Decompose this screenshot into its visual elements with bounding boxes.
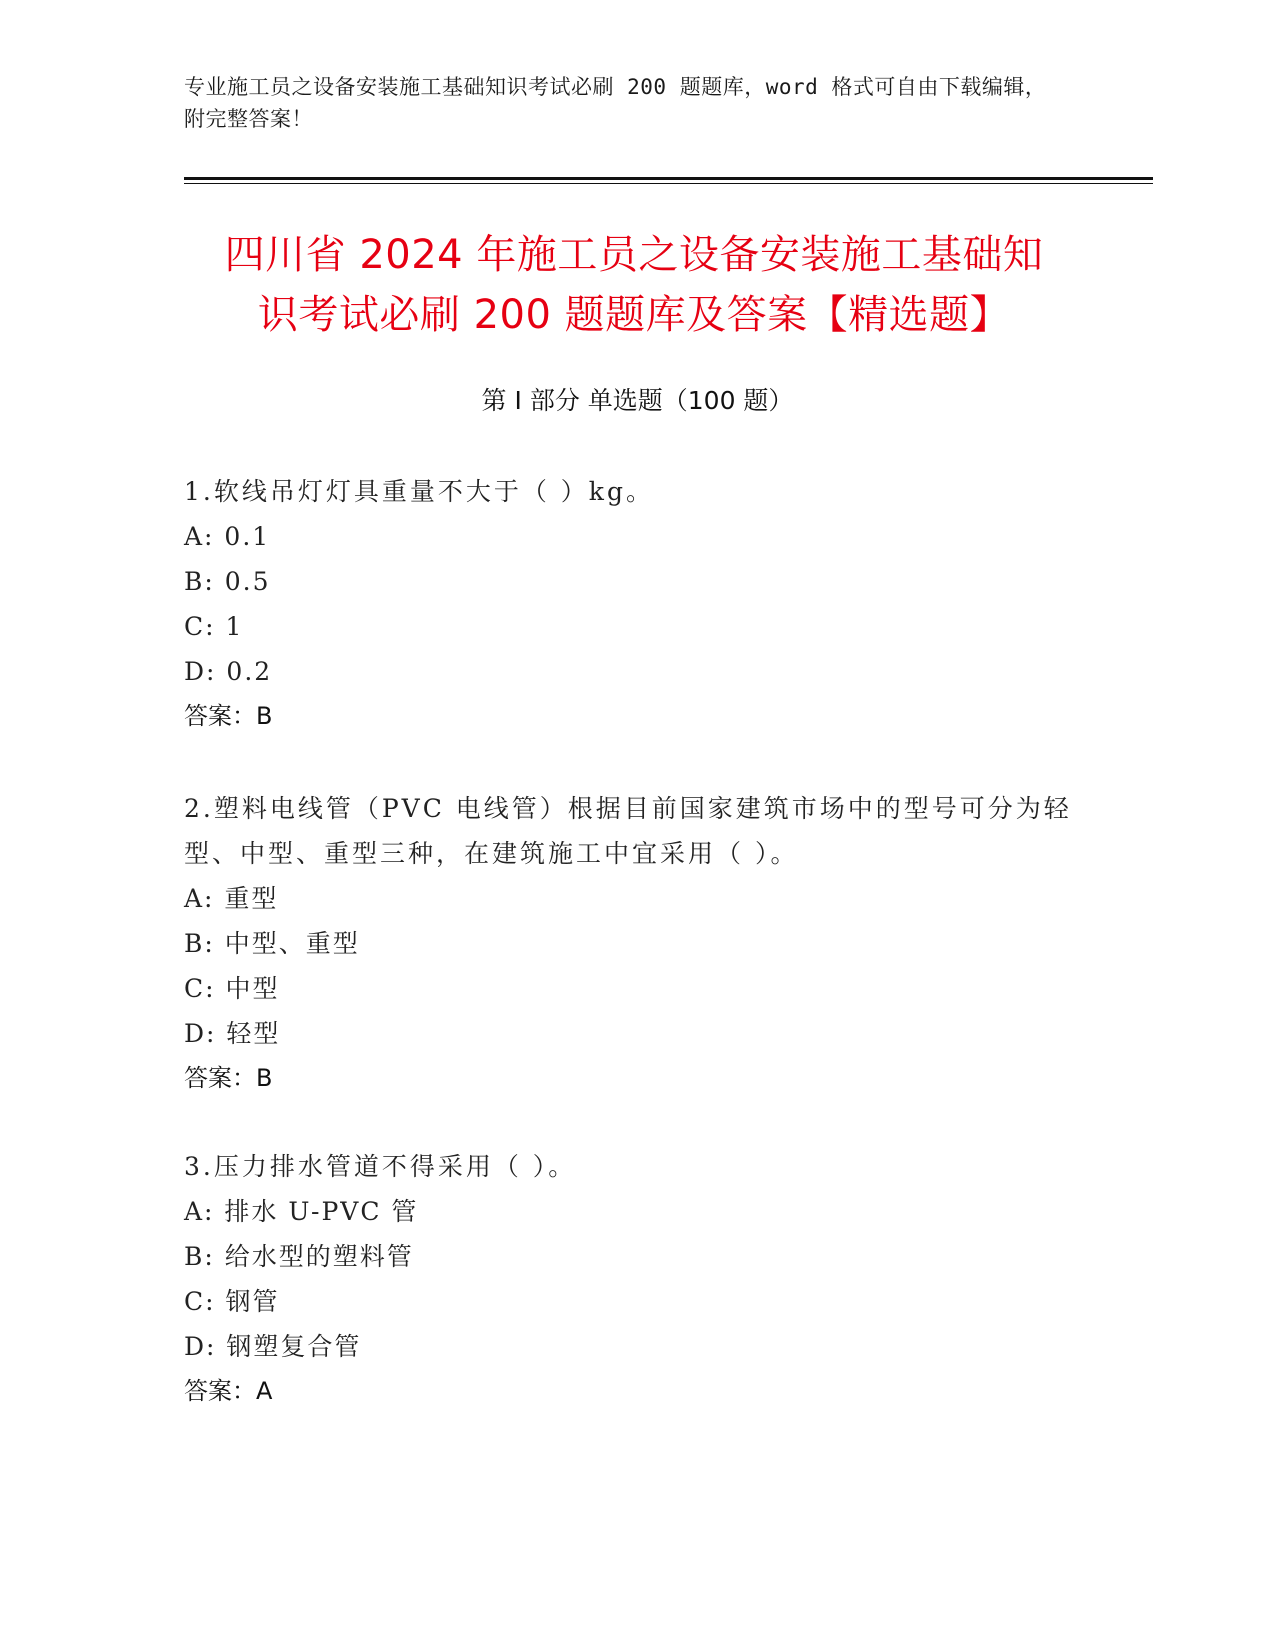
answer: 答案：B: [184, 702, 273, 730]
answer: 答案：B: [184, 1064, 273, 1092]
option-b: B: 给水型的塑料管: [184, 1242, 414, 1271]
header-divider-thick: [184, 177, 1153, 180]
question-3: [184, 1144, 1104, 1414]
option-c: C: 钢管: [184, 1287, 280, 1316]
option-c: C: 中型: [184, 974, 280, 1003]
option-d: D: 0.2: [184, 657, 273, 686]
option-d: D: 钢塑复合管: [184, 1332, 362, 1361]
option-a: A: 排水 U-PVC 管: [184, 1197, 419, 1226]
option-b: B: 0.5: [184, 567, 271, 596]
question-stem: 3.压力排水管道不得采用（ ）。: [184, 1152, 577, 1181]
option-a: A: 重型: [184, 884, 279, 913]
question-stem: 1.软线吊灯灯具重量不大于（ ）kg。: [184, 477, 654, 506]
option-b: B: 中型、重型: [184, 929, 360, 958]
section-title: 第 I 部分 单选题（100 题）: [481, 386, 794, 415]
option-c: C: 1: [184, 612, 244, 641]
option-d: D: 轻型: [184, 1019, 281, 1048]
question-stem: 2.塑料电线管（PVC 电线管）根据目前国家建筑市场中的型号可分为轻型、中型、重型三种，在建筑施工中宜采用（ ）。: [184, 794, 1072, 868]
header-divider-thin: [184, 183, 1153, 184]
answer: 答案：A: [184, 1377, 273, 1405]
question-1: [184, 469, 1104, 739]
document-title: [184, 225, 1084, 345]
document-title-line-1: 四川省 2024 年施工员之设备安装施工基础知: [224, 232, 1044, 278]
document-title-line-2: 识考试必刷 200 题题库及答案【精选题】: [257, 292, 1011, 338]
header-note: 专业施工员之设备安装施工基础知识考试必刷 200 题题库，word 格式可自由下载编辑，附完整答案！: [184, 75, 1047, 131]
question-2: [184, 786, 1104, 1101]
option-a: A: 0.1: [184, 522, 271, 551]
